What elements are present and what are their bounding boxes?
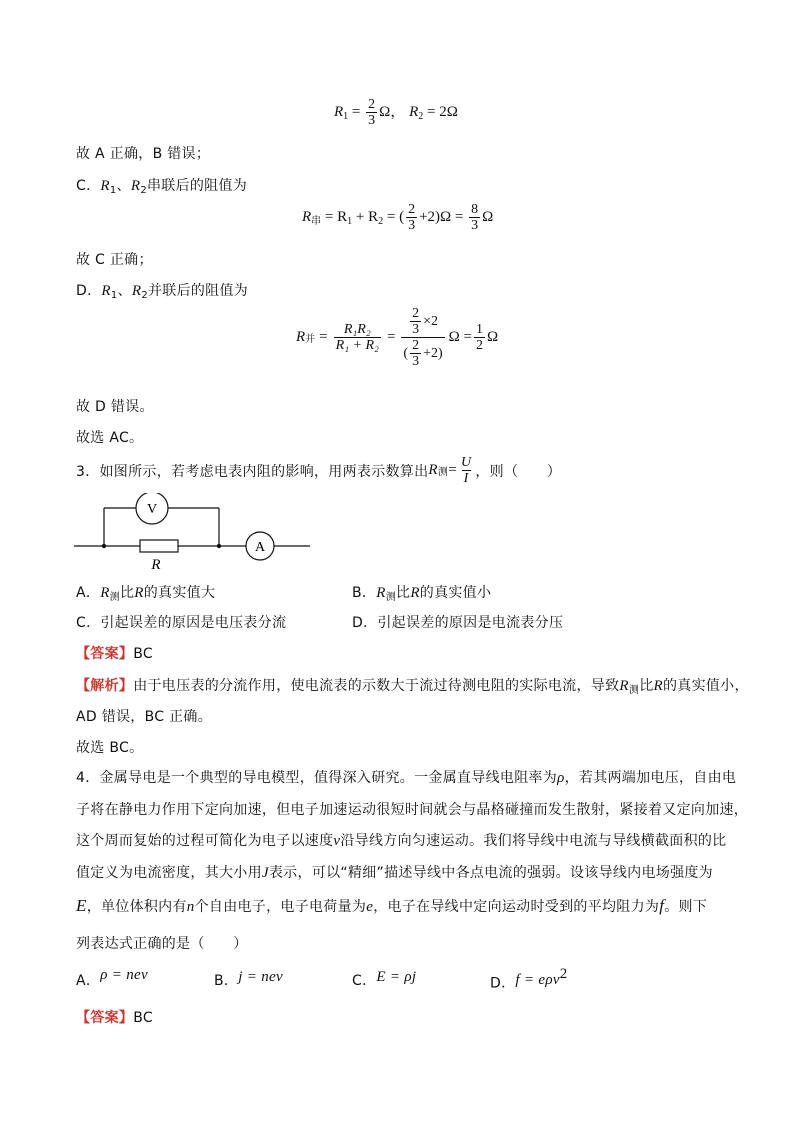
q4-line6: 列表达式正确的是（ ） [76, 936, 248, 952]
numerator: 2 [368, 97, 376, 112]
term: + R [352, 208, 379, 225]
question-text: 这个周而复始的过程可简化为电子以速度 [76, 833, 334, 849]
term: +2) [423, 346, 443, 361]
symbol: R [302, 208, 312, 225]
answer-tag: 【答案】 [76, 646, 134, 662]
separator: 、 [116, 178, 131, 194]
q3-option-d: D．引起误差的原因是电流表分压 [352, 615, 564, 631]
subscript: 串 [311, 215, 322, 227]
subscript: 测 [628, 685, 640, 696]
q3-analysis-line2: AD 错误，BC 正确。 [76, 709, 212, 725]
operator: = [448, 462, 457, 478]
text-d-parallel [76, 280, 248, 301]
subscript: 1 [343, 110, 349, 122]
option-label: A． [76, 973, 101, 989]
text: 比 [119, 585, 135, 601]
subscript: 2 [140, 185, 147, 196]
separator: ， [390, 103, 406, 120]
equation-series [302, 202, 493, 233]
question-text: 表示，可以“精细”描述导线中各点电流的强弱。设该导线内电场强度为 [268, 865, 713, 881]
denominator: 3 [368, 113, 376, 128]
equation-parallel [296, 306, 498, 369]
q4-option-a [76, 967, 148, 990]
subscript: 1 [347, 215, 353, 227]
subscript: 2 [141, 290, 148, 301]
text-a-correct: 故 A 正确，B 错误； [76, 146, 211, 162]
equation-r1-r2 [334, 97, 458, 128]
denominator: 3 [412, 322, 420, 337]
subscript: 测 [437, 467, 449, 478]
numerator: R₁R₂ [343, 322, 371, 337]
answer-value: BC [133, 646, 153, 662]
separator: 、 [117, 283, 132, 299]
unit: Ω = [448, 329, 472, 345]
subscript: 测 [109, 592, 120, 603]
subscript: 测 [385, 592, 396, 603]
denominator: I [463, 471, 469, 486]
symbol: e [366, 899, 374, 915]
denominator: 3 [471, 218, 479, 233]
symbol: R [131, 283, 142, 299]
numerator: 8 [471, 202, 479, 217]
operator: = [319, 329, 328, 345]
symbol: R [376, 585, 386, 601]
compound-fraction [401, 306, 444, 369]
symbol: R [101, 283, 111, 299]
q4-option-b [214, 970, 283, 990]
question-text: ，电子在导线中定向运动时受到的平均阻力为 [373, 899, 660, 915]
fraction [459, 455, 473, 486]
text-choose-ac: 故选 AC。 [76, 430, 144, 446]
q4-line2: 子将在静电力作用下定向加速，但电子加速运动很短时间就会与晶格碰撞而发生散射，紧接着又定向加速， [76, 802, 749, 818]
symbol: R [296, 329, 306, 345]
option-expression: ρ = nev [100, 967, 148, 983]
numerator [406, 306, 440, 337]
paren: ( [403, 346, 409, 361]
text: 的真实值大 [143, 585, 216, 601]
option-label: A． [76, 585, 101, 601]
numerator: 2 [408, 202, 416, 217]
denominator: 3 [412, 354, 420, 369]
operator: = [351, 103, 361, 120]
answer-tag: 【答案】 [76, 1010, 134, 1026]
unit: Ω [482, 208, 494, 225]
fraction [474, 322, 485, 353]
numerator: 2 [412, 306, 420, 321]
question-text: ，单位体积内有 [86, 899, 187, 915]
q4-option-d [490, 966, 568, 993]
symbol: J [261, 865, 269, 881]
denominator: R₁ + R₂ [335, 338, 379, 353]
term: = R [324, 208, 348, 225]
junction-node [217, 544, 221, 548]
analysis-text: 的真实值小， [662, 678, 749, 694]
symbol: ρ [557, 770, 565, 786]
text: 比 [396, 585, 411, 601]
superscript: 2 [559, 966, 568, 982]
subscript: 1 [109, 185, 117, 196]
symbol: R [428, 462, 438, 478]
denominator [401, 337, 444, 369]
symbol: R [100, 178, 110, 194]
fraction [334, 322, 381, 353]
numerator: 1 [476, 322, 483, 337]
fraction [410, 338, 421, 369]
q3-option-c: C．引起误差的原因是电压表分流 [76, 615, 287, 631]
q4-answer [76, 1007, 153, 1027]
question-text: 4．金属导电是一个典型的导电模型，值得深入研究。一金属直导线电阻率为 [76, 770, 558, 786]
symbol: f [659, 896, 665, 915]
operator: = [386, 329, 396, 345]
subscript: 2 [378, 215, 384, 227]
value: = 2Ω [426, 103, 458, 120]
unit: Ω [379, 103, 391, 120]
unit: Ω [487, 329, 499, 345]
text: 并联后的阻值为 [147, 283, 249, 299]
q4-line5 [76, 896, 707, 916]
q4-line3 [76, 830, 726, 850]
question-3-stem [76, 455, 561, 486]
subscript: 并 [305, 334, 316, 345]
q3-option-a [76, 582, 215, 603]
analysis-text: 由于电压表的分流作用，使电流表的示数大于流过待测电阻的实际电流，导致 [133, 678, 620, 694]
text: 串联后的阻值为 [146, 178, 248, 194]
fraction [406, 202, 417, 233]
ammeter-label: A [254, 540, 266, 555]
circuit-diagram [74, 493, 314, 573]
q3-answer [76, 643, 153, 663]
fraction [366, 97, 377, 128]
fraction [469, 202, 480, 233]
option-expression: f = eρv [515, 971, 560, 988]
question-text: ，若其两端加电压，自由电 [564, 770, 737, 786]
answer-value: BC [133, 1010, 153, 1026]
symbol: R [100, 585, 110, 601]
option-label: B． [352, 585, 377, 601]
fraction [410, 306, 421, 337]
subscript: 1 [110, 290, 118, 301]
denominator: 2 [476, 338, 483, 353]
text-c-series [76, 175, 247, 196]
symbol: R [619, 678, 629, 694]
text-c-correct: 故 C 正确； [76, 252, 153, 268]
denominator: 3 [408, 218, 416, 233]
q3-analysis [76, 675, 749, 696]
symbol: n [186, 899, 195, 915]
q4-line1 [76, 767, 736, 787]
junction-node [102, 544, 106, 548]
text-choose-bc: 故选 BC。 [76, 740, 144, 756]
resistor-label: R [151, 557, 161, 573]
text-d-wrong: 故 D 错误。 [76, 399, 154, 415]
symbol: R [334, 103, 344, 120]
symbol: R [130, 178, 141, 194]
voltmeter-label: V [146, 502, 158, 517]
symbol: R [134, 585, 144, 601]
text: 的真实值小 [419, 585, 492, 601]
term: +2)Ω = [419, 208, 464, 225]
question-text: ，则（ ） [475, 463, 562, 480]
symbol: R [410, 585, 420, 601]
q4-line4 [76, 862, 713, 882]
q4-option-c [352, 970, 416, 990]
option-label: D． [490, 975, 516, 992]
question-text: 3．如图所示，若考虑电表内阻的影响，用两表示数算出 [76, 463, 429, 480]
numerator: U [460, 455, 472, 470]
analysis-tag: 【解析】 [76, 678, 134, 694]
q3-option-b [352, 582, 491, 603]
option-label: D． [76, 283, 102, 299]
question-text: 值定义为电流密度，其大小用 [76, 865, 262, 881]
option-expression: j = nev [238, 969, 283, 985]
numerator: 2 [412, 338, 420, 353]
option-label: C． [76, 178, 101, 194]
symbol: R [653, 678, 663, 694]
analysis-text: 比 [639, 678, 654, 694]
operator: = ( [383, 208, 405, 225]
symbol: v [333, 833, 341, 849]
question-text: 。则下 [664, 899, 708, 915]
subscript: 2 [418, 110, 424, 122]
symbol: R [409, 103, 419, 120]
option-label: B． [214, 973, 239, 989]
question-text: 个自由电子，电子电荷量为 [194, 899, 367, 915]
option-label: C． [352, 973, 377, 989]
question-text: 沿导线方向匀速运动。我们将导线中电流与导线横截面积的比 [340, 833, 727, 849]
resistor [140, 540, 178, 552]
term: ×2 [423, 314, 438, 329]
option-expression: E = ρj [376, 969, 417, 985]
symbol: E [76, 896, 87, 915]
